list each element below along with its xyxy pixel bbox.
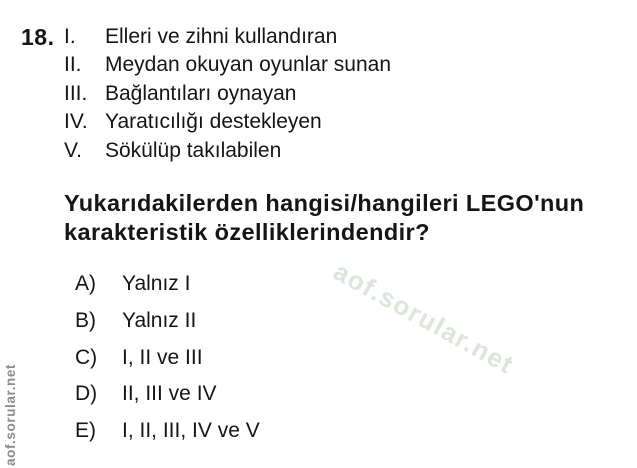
option-text: I, II ve III	[122, 345, 203, 369]
option-text: Yalnız I	[122, 272, 191, 295]
option-text: II, III ve IV	[122, 382, 217, 406]
option-letter: C)	[75, 345, 98, 369]
question-stem-line-2: karakteristik özelliklerindendir?	[64, 219, 430, 245]
option-a	[75, 266, 260, 303]
option-b	[75, 303, 260, 340]
options-list	[75, 266, 260, 450]
premise-numeral: IV.	[64, 110, 88, 134]
option-text: I, II, III, IV ve V	[122, 419, 260, 443]
premise-numeral: II.	[64, 53, 82, 77]
option-letter: A)	[75, 272, 96, 295]
option-c	[75, 340, 260, 377]
question-stem-line-1: Yukarıdakilerden hangisi/hangileri LEGO'nun	[64, 190, 585, 216]
premise-item-4	[64, 108, 391, 136]
watermark-vertical: aof.sorular.net	[3, 363, 18, 466]
premise-text: Elleri ve zihni kullandıran	[105, 25, 338, 48]
option-d	[75, 376, 260, 413]
premise-text: Yaratıcılığı destekleyen	[105, 110, 322, 134]
option-text: Yalnız II	[122, 308, 197, 332]
question-stem	[64, 189, 584, 247]
premise-item-5	[64, 137, 391, 165]
question-number: 18.	[21, 24, 55, 50]
option-letter: E)	[75, 419, 96, 443]
premise-text: Meydan okuyan oyunlar sunan	[105, 53, 392, 77]
premise-numeral: III.	[64, 81, 88, 105]
premise-numeral: I.	[64, 25, 76, 48]
option-letter: B)	[75, 308, 96, 332]
premise-item-3	[64, 80, 391, 108]
option-e	[75, 413, 260, 450]
premise-text: Sökülüp takılabilen	[105, 138, 282, 162]
premise-list	[64, 23, 391, 165]
option-letter: D)	[75, 382, 98, 406]
watermark-diagonal: aof.sorular.net	[328, 256, 520, 381]
premise-item-2	[64, 51, 391, 79]
premise-item-1	[64, 23, 391, 51]
premise-numeral: V.	[64, 138, 82, 162]
premise-text: Bağlantıları oynayan	[105, 81, 297, 105]
